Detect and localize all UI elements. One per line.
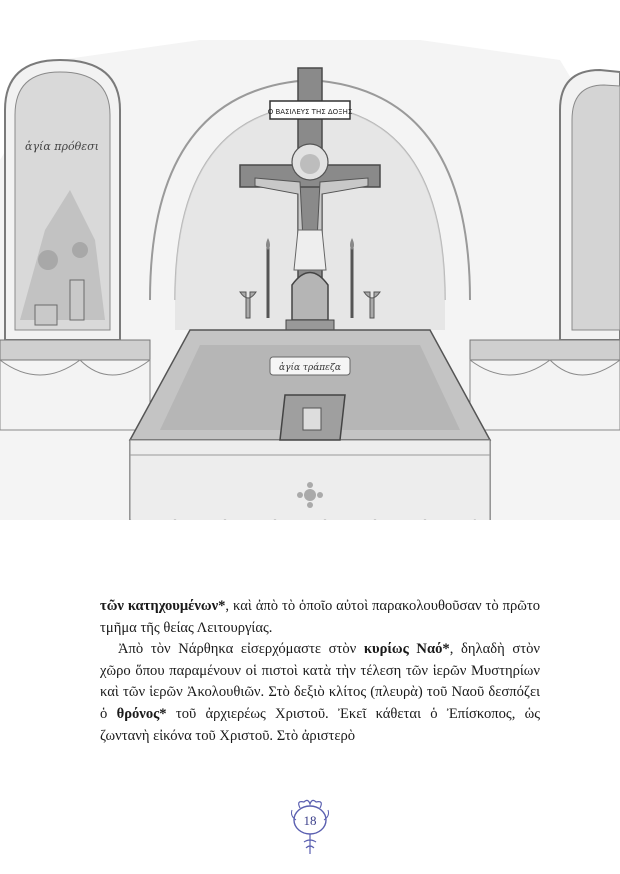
paragraph-naos: Ἀπὸ τὸν Νάρθηκα εἰσερχόμαστε στὸν κυρίως Ναό*, δηλαδὴ στὸν χῶρο ὅπου παραμένουν οἱ πιστοὶ κατὰ τὴν τέλεση τῶν ἱερῶν Μυστηρίων καὶ τῶν ἱερῶν Ἀκολουθιῶν. Στὸ δεξιὸ κλίτος (πλευρὰ) τοῦ Ναοῦ δεσπόζει ὁ θρόνος* τοῦ ἀρχιερέως Χριστοῦ. Ἐκεῖ κάθεται ὁ Ἐπίσκοπος, ὡς ζωντανὴ εἰκόνα τοῦ Χριστοῦ. Στὸ ἀριστερὸ bbox=[100, 641, 540, 744]
term-throne: θρόνος* bbox=[116, 705, 167, 722]
page-number-ornament bbox=[286, 798, 334, 856]
prothesis-niche bbox=[5, 60, 120, 340]
holy-table bbox=[130, 330, 490, 528]
paragraph-continuation: τῶν κατηχουμένων*, καὶ ἀπὸ τὸ ὁποῖο αὐτοὶ παρακολουθοῦσαν τὸ πρῶτο τμῆμα τῆς θείας Λειτουργίας. bbox=[100, 598, 541, 636]
prothesis-inscription: ἁγία πρόθεσι bbox=[25, 140, 99, 153]
body-text bbox=[100, 596, 540, 747]
term-naos: κυρίως Ναό* bbox=[363, 641, 450, 658]
page-number: 18 bbox=[303, 813, 317, 828]
cross-title-inscription: Ο ΒΑΣΙΛΕΥΣ ΤΗΣ ΔΟΞΗΣ bbox=[267, 108, 353, 116]
altar-inscription: ἁγία τράπεζα bbox=[279, 363, 341, 373]
term-catechumens: τῶν κατηχουμένων* bbox=[100, 598, 226, 614]
